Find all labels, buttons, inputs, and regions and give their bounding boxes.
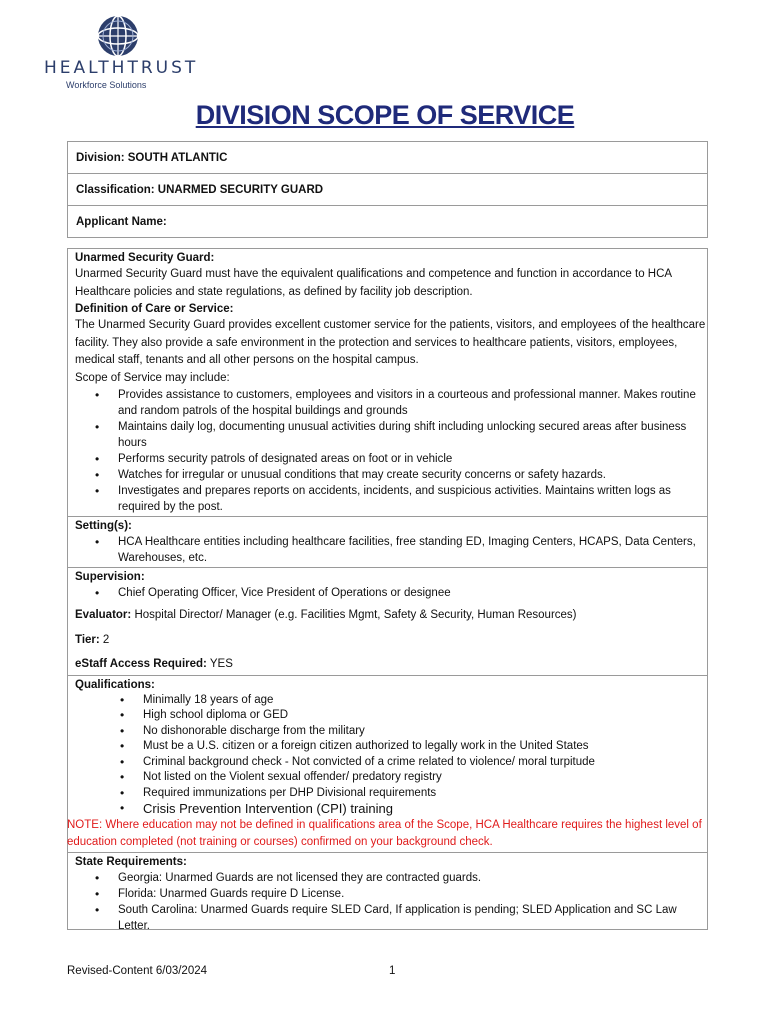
division-row: Division: SOUTH ATLANTIC [68, 142, 707, 174]
list-item: • Must be a U.S. citizen or a foreign citizen authorized to legally work in the United States [75, 739, 707, 755]
list-item: • Required immunizations per DHP Divisional requirements [75, 786, 707, 802]
applicant-name-row: Applicant Name: [76, 216, 167, 228]
revised-date: Revised-Content 6/03/2024 [67, 965, 208, 977]
list-item: • Georgia: Unarmed Guards are not licensed they are contracted guards. [75, 870, 707, 886]
state-section [68, 853, 707, 935]
tier-label: Tier: [75, 633, 100, 646]
qualifications-section [68, 676, 707, 853]
list-item: • Maintains daily log, documenting unusual activities during shift including unlocking secured areas after business hours [75, 419, 707, 451]
list-item: • HCA Healthcare entities including healthcare facilities, free standing ED, Imaging Centers, HCAPS, Data Centers, Warehouses, etc. [75, 534, 707, 566]
logo [44, 14, 199, 94]
scope-list [75, 387, 707, 515]
guard-text: Unarmed Security Guard must have the equivalent qualifications and competence and function in accordance to HCA Healthcare policies and state regulations, as defined by facility job description. [75, 268, 672, 298]
settings-heading: Setting(s): [75, 520, 132, 532]
definition-text: The Unarmed Security Guard provides excellent customer service for the patients, visitors, and employees of the healthcare facility. They also provide a safe environment in the protection and services to healthcare patients, visitors, employees, medical staff, tenants and all other persons on the hospital campus. [75, 319, 706, 366]
header-table [67, 141, 708, 238]
page-number: 1 [389, 965, 396, 977]
state-list [75, 870, 707, 934]
page-title: DIVISION SCOPE OF SERVICE [195, 100, 575, 130]
supervision-heading: Supervision: [75, 571, 145, 583]
definition-heading: Definition of Care or Service: [75, 303, 234, 315]
scope-table [67, 248, 708, 930]
settings-list [75, 534, 707, 566]
logo-subtitle: Workforce Solutions [66, 80, 147, 90]
estaff-line [75, 656, 707, 674]
list-item: • Watches for irregular or unusual conditions that may create security concerns or safety hazards. [75, 467, 707, 483]
tier-line [75, 632, 707, 650]
list-item: • Criminal background check - Not convicted of a crime related to violence/ moral turpitude [75, 755, 707, 771]
list-item: • Provides assistance to customers, employees and visitors in a courteous and professional manner. Makes routine and random patrols of the hospital buildings and grounds [75, 387, 707, 419]
classification-row: Classification: UNARMED SECURITY GUARD [68, 174, 707, 206]
globe-icon [96, 14, 140, 58]
state-heading: State Requirements: [75, 855, 187, 868]
list-item: • High school diploma or GED [75, 708, 707, 724]
supervision-section [68, 568, 707, 676]
list-item: • No dishonorable discharge from the military [75, 724, 707, 740]
list-item: • Florida: Unarmed Guards require D License. [75, 886, 707, 902]
tier-value: 2 [99, 633, 110, 646]
estaff-label: eStaff Access Required: [75, 658, 207, 670]
guard-heading: Unarmed Security Guard: [75, 252, 215, 264]
supervision-list [75, 585, 707, 601]
qualifications-list [75, 693, 707, 817]
evaluator-value: Hospital Director/ Manager (e.g. Facilities Mgmt, Safety & Security, Human Resources) [131, 609, 577, 621]
list-item: • Not listed on the Violent sexual offender/ predatory registry [75, 770, 707, 786]
settings-section [68, 517, 707, 568]
scope-label: Scope of Service may include: [75, 371, 230, 384]
evaluator-label: Evaluator: [75, 609, 132, 621]
list-item: • Minimally 18 years of age [75, 693, 707, 709]
qualifications-heading: Qualifications: [75, 678, 155, 691]
education-note: NOTE: Where education may not be defined in qualifications area of the Scope, HCA Healthcare requires the highest level of education completed (not training or courses) confirmed on your background check. [67, 818, 702, 848]
list-item: • Performs security patrols of designated areas on foot or in vehicle [75, 451, 707, 467]
list-item: • South Carolina: Unarmed Guards require SLED Card, If application is pending; SLED Application and SC Law Letter. [75, 902, 707, 934]
estaff-value: YES [206, 658, 233, 670]
definition-section [68, 249, 707, 517]
list-item: • Chief Operating Officer, Vice President of Operations or designee [75, 585, 707, 601]
list-item: • Crisis Prevention Intervention (CPI) training [75, 801, 707, 817]
evaluator-line [75, 607, 707, 625]
logo-name: HEALTHTRUST [44, 58, 199, 78]
list-item: • Investigates and prepares reports on accidents, incidents, and suspicious activities. Maintains written logs as required by the post. [75, 483, 707, 515]
